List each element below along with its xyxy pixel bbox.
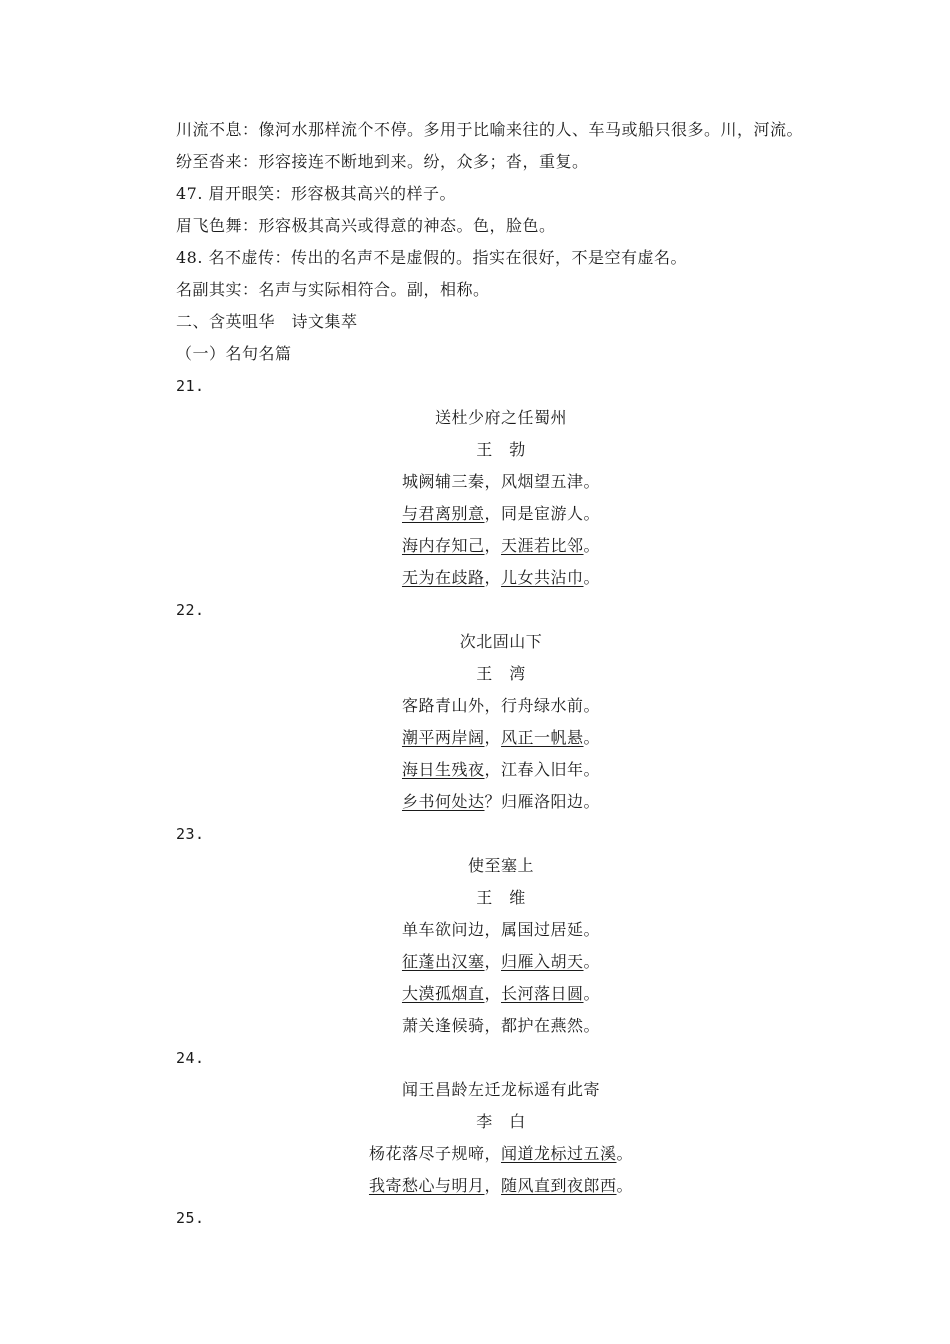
definition-line: 纷至沓来：形容接连不断地到来。纷，众多；沓，重复。	[176, 152, 589, 171]
poem-text: 。	[583, 536, 601, 555]
poem-line	[176, 722, 826, 754]
underlined-famous-line: 无为在歧路	[401, 568, 485, 587]
definition-line: 47. 眉开眼笑：形容极其高兴的样子。	[176, 184, 457, 203]
poem-line	[176, 786, 826, 818]
underlined-famous-line: 与君离别意	[401, 504, 485, 523]
underlined-famous-line: 儿女共沾巾	[501, 568, 584, 587]
poem-text: ，江春入旧年。	[484, 760, 601, 779]
poem-author: 王 湾	[476, 664, 526, 683]
poem-title: 闻王昌龄左迁龙标遥有此寄	[401, 1080, 600, 1099]
underlined-famous-line: 海日生残夜	[401, 760, 485, 779]
poem-text: 单车欲问边，属国过居延。	[401, 920, 600, 939]
poem-author: 王 维	[476, 888, 526, 907]
underlined-famous-line: 风正一帆悬	[501, 728, 584, 747]
item-number: 21.	[176, 377, 205, 395]
poem-line	[176, 978, 826, 1010]
poem-line	[176, 754, 826, 786]
underlined-famous-line: 征蓬出汉塞	[401, 952, 485, 971]
underlined-famous-line: 潮平两岸阔	[401, 728, 485, 747]
poem-text: ，	[484, 1176, 501, 1195]
poem-block	[176, 1042, 836, 1202]
poem-line	[176, 562, 826, 594]
poem-line	[176, 914, 826, 946]
item-number: 25.	[176, 1209, 205, 1227]
poem-author: 李 白	[476, 1112, 526, 1131]
poem-text: 。	[583, 568, 601, 587]
poem-text: 城阙辅三秦，风烟望五津。	[401, 472, 600, 491]
poem-text: 。	[583, 984, 601, 1003]
poem-block	[176, 594, 836, 818]
definition-line: 名副其实：名声与实际相符合。副，相称。	[176, 280, 490, 299]
poem-line	[176, 530, 826, 562]
subsection-heading: （一）名句名篇	[176, 344, 292, 363]
poem-line	[176, 1170, 826, 1202]
definition-line: 川流不息：像河水那样流个不停。多用于比喻来往的人、车马或船只很多。川，河流。	[176, 120, 804, 139]
poem-text: 。	[583, 728, 601, 747]
poem-text: 。	[616, 1144, 634, 1163]
underlined-famous-line: 随风直到夜郎西	[501, 1176, 617, 1195]
poem-text: 萧关逢候骑，都护在燕然。	[401, 1016, 600, 1035]
poem-line	[176, 1138, 826, 1170]
underlined-famous-line: 海内存知己	[401, 536, 485, 555]
poem-text: ，	[484, 568, 501, 587]
poem-text: 杨花落尽子规啼，	[368, 1144, 501, 1163]
poem-line	[176, 946, 826, 978]
underlined-famous-line: 天涯若比邻	[501, 536, 584, 555]
poem-title: 送杜少府之任蜀州	[434, 408, 567, 427]
poem-text: ，同是宦游人。	[484, 504, 601, 523]
poem-title: 次北固山下	[459, 632, 543, 651]
poem-block	[176, 370, 836, 594]
poem-block	[176, 818, 836, 1042]
item-number: 24.	[176, 1049, 205, 1067]
poem-text: 客路青山外，行舟绿水前。	[401, 696, 600, 715]
poem-text: ，	[484, 728, 501, 747]
underlined-famous-line: 归雁入胡天	[501, 952, 584, 971]
definition-line: 眉飞色舞：形容极其高兴或得意的神态。色，脸色。	[176, 216, 556, 235]
item-number: 23.	[176, 825, 205, 843]
underlined-famous-line: 我寄愁心与明月	[368, 1176, 485, 1195]
underlined-famous-line: 乡书何处达	[401, 792, 485, 811]
poem-line	[176, 690, 826, 722]
poem-text: ，	[484, 536, 501, 555]
poem-line	[176, 1010, 826, 1042]
poem-text: 。	[616, 1176, 634, 1195]
poem-line	[176, 466, 826, 498]
underlined-famous-line: 大漠孤烟直	[401, 984, 485, 1003]
poem-list	[176, 370, 836, 1202]
underlined-famous-line: 长河落日圆	[501, 984, 584, 1003]
document-content	[176, 114, 836, 1234]
poem-text: ？归雁洛阳边。	[484, 792, 601, 811]
underlined-famous-line: 闻道龙标过五溪	[500, 1144, 617, 1163]
definition-line: 48. 名不虚传：传出的名声不是虚假的。指实在很好，不是空有虚名。	[176, 248, 688, 267]
poem-text: 。	[583, 952, 601, 971]
poem-title: 使至塞上	[467, 856, 534, 875]
poem-author: 王 勃	[476, 440, 526, 459]
poem-line	[176, 498, 826, 530]
poem-text: ，	[484, 952, 501, 971]
poem-text: ，	[484, 984, 501, 1003]
section-heading: 二、含英咀华 诗文集萃	[176, 312, 358, 331]
item-number: 22.	[176, 601, 205, 619]
